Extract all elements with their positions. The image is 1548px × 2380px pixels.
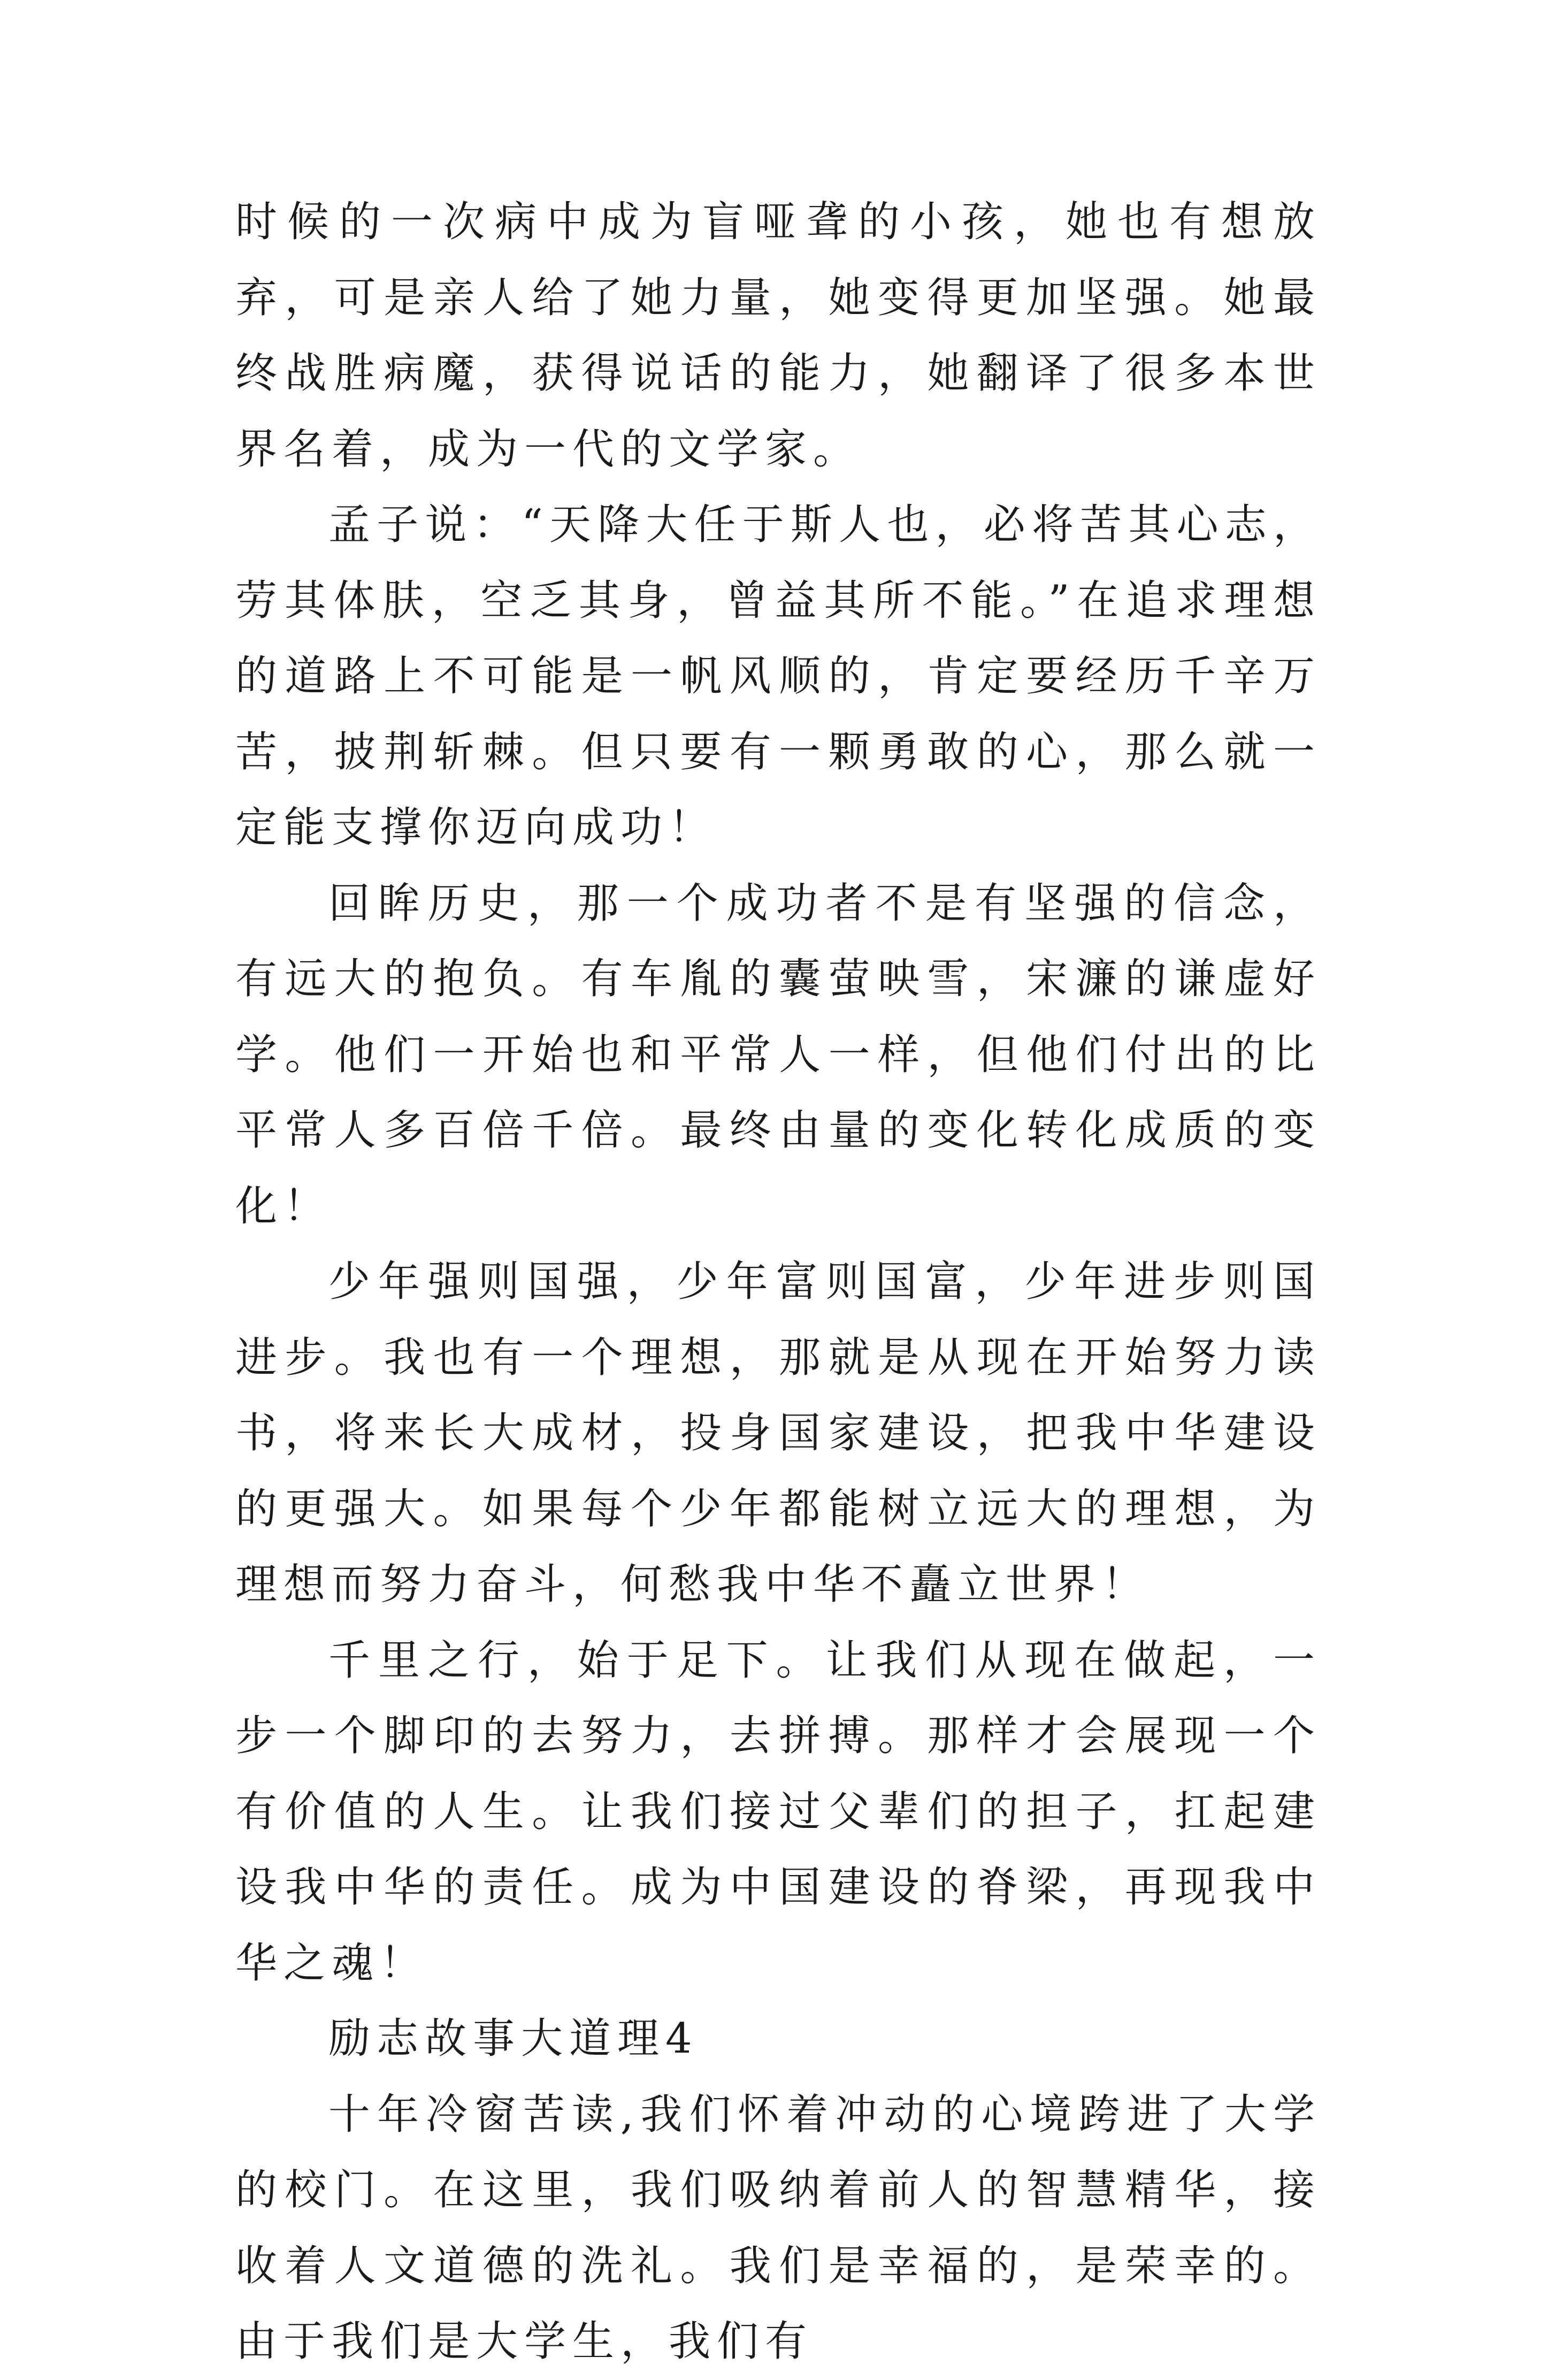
- body-text: [235, 185, 1321, 2380]
- paragraph-mencius-quote: 孟子说：“天降大任于斯人也，必将苦其心志，劳其体肤，空乏其身，曾益其所不能。”在追求理想的道路上不可能是一帆风顺的，肯定要经历千辛万苦，披荆斩棘。但只要有一颗勇敢的心，那么就一定能支撑你迈向成功！: [235, 501, 1321, 852]
- paragraph-youth: 少年强则国强，少年富则国富，少年进步则国进步。我也有一个理想，那就是从现在开始努力读书，将来长大成材，投身国家建设，把我中华建设的更强大。如果每个少年都能树立远大的理想，为理想而努力奋斗，何愁我中华不矗立世界！: [235, 1258, 1321, 1609]
- paragraph-university: 十年冷窗苦读,我们怀着冲动的心境跨进了大学的校门。在这里，我们吸纳着前人的智慧精华，接收着人文道德的洗礼。我们是幸福的，是荣幸的。由于我们是大学生，我们有: [235, 2090, 1321, 2366]
- paragraph-history: 回眸历史，那一个成功者不是有坚强的信念，有远大的抱负。有车胤的囊萤映雪，宋濂的谦虚好学。他们一开始也和平常人一样，但他们付出的比平常人多百倍千倍。最终由量的变化转化成质的变化！: [235, 879, 1321, 1230]
- paragraph-continuation: 时候的一次病中成为盲哑聋的小孩，她也有想放弃，可是亲人给了她力量，她变得更加坚强。她最终战胜病魔，获得说话的能力，她翻译了很多本世界名着，成为一代的文学家。: [235, 198, 1321, 473]
- paragraph-journey: 千里之行，始于足下。让我们从现在做起，一步一个脚印的去努力，去拼搏。那样才会展现一个有价值的人生。让我们接过父辈们的担子，扛起建设我中华的责任。成为中国建设的脊梁，再现我中华之魂！: [235, 1636, 1321, 1987]
- section-heading: 励志故事大道理4: [328, 2015, 699, 2063]
